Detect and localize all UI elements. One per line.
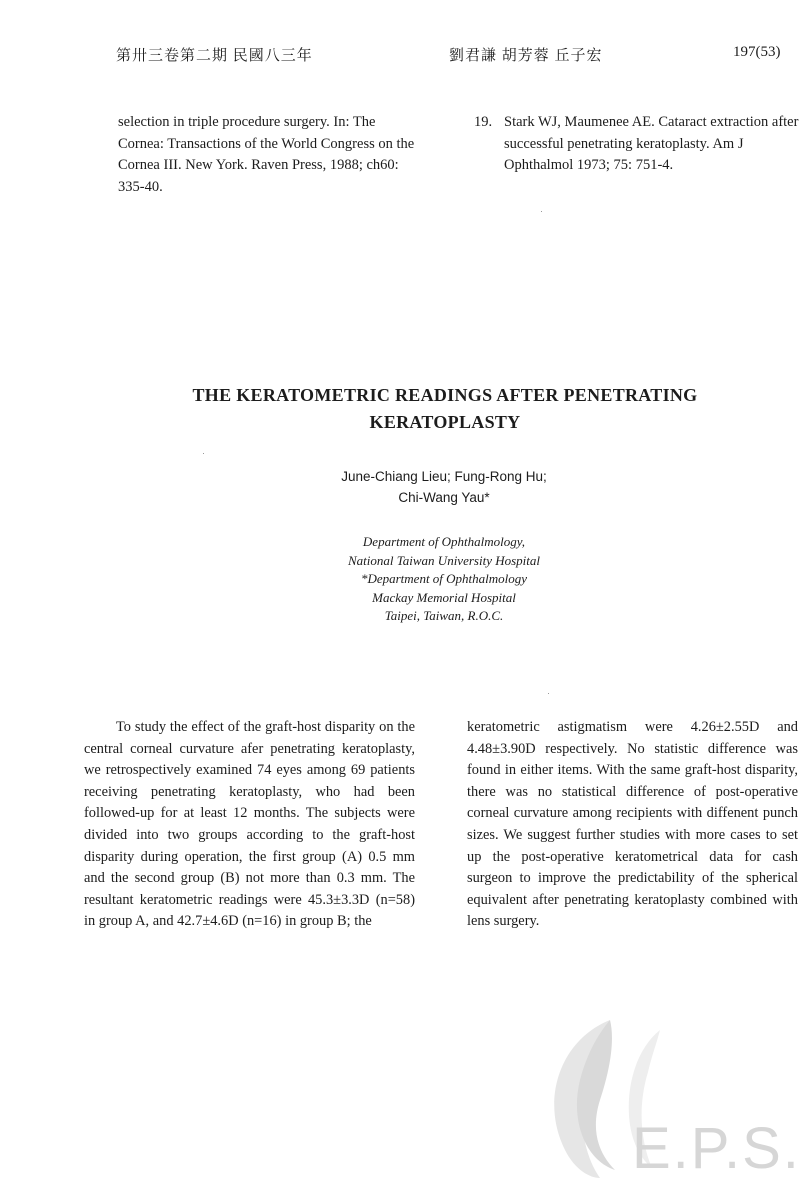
affiliation-line: Taipei, Taiwan, R.O.C. <box>384 608 504 623</box>
ceps-watermark-logo <box>540 1010 800 1180</box>
authors-line-2: Chi-Wang Yau* <box>398 490 490 505</box>
authors-line-1: June-Chiang Lieu; Fung-Rong Hu; <box>341 469 547 484</box>
journal-volume: 第卅三卷第二期 民國八三年 <box>116 48 313 64</box>
affiliation-line: National Taiwan University Hospital <box>347 552 540 568</box>
title-line-2: KERATOPLASTY <box>369 412 521 432</box>
scan-speck <box>203 453 204 454</box>
affiliation-line: Mackay Memorial Hospital <box>372 589 516 605</box>
reference-text: Stark WJ, Maumenee AE. Cataract extraction after successful penetrating keratoplasty. Am J Ophthalmol 1973; 75: 751-4. <box>504 114 799 173</box>
affiliation-line: *Department of Ophthalmology <box>360 571 528 586</box>
affiliation-line: Department of Ophthalmology, <box>362 534 526 549</box>
abstract-column-left: To study the effect of the graft-host disparity on the central corneal curvature afer penetrating keratoplasty, we retrospectively examined 74 eyes among 69 patients receiving penetrating keratoplasty, who had been followed-up for at least 12 months. The subjects were divided into two groups according to the graft-host disparity during operation, the first group (A) 0.5 mm and the second group (B) not more than 0.3 mm. The resultant keratometric readings were 45.3±3.3D (n=58) in group A, and 42.7±4.6D (n=16) in group B; the <box>84 719 415 930</box>
article-title <box>100 382 790 436</box>
reference-continuation: selection in triple procedure surgery. In: The Cornea: Transactions of the World Congress on the Cornea III. New York. Raven Press, 1988; ch60: 335-40. <box>118 114 415 195</box>
reference-number: 19. <box>474 114 493 130</box>
watermark-text: E.P.S. <box>632 1116 800 1180</box>
abstract-column-right: keratometric astigmatism were 4.26±2.55D and 4.48±3.90D respectively. No statistic difference was found in either items. With the same graft-host disparity, there was no statistical difference of post-operative corneal curvature among recipients with diffenent punch sizes. We suggest further studies with more cases to set up the post-operative keratometrical data for cash surgeon to improve the predictability of the spherical equivalent after penetrating keratoplasty combined with lens surgery. <box>467 719 798 930</box>
scan-speck <box>548 693 549 694</box>
running-header <box>0 44 811 70</box>
page-number: 197(53) <box>733 44 781 60</box>
header-authors: 劉君謙 胡芳蓉 丘子宏 <box>449 48 603 64</box>
affiliations <box>200 533 688 626</box>
title-line-1: THE KERATOMETRIC READINGS AFTER PENETRATING <box>192 385 698 405</box>
ceps-logo-icon <box>540 1010 800 1180</box>
author-list <box>200 466 688 508</box>
scan-speck <box>541 211 542 212</box>
